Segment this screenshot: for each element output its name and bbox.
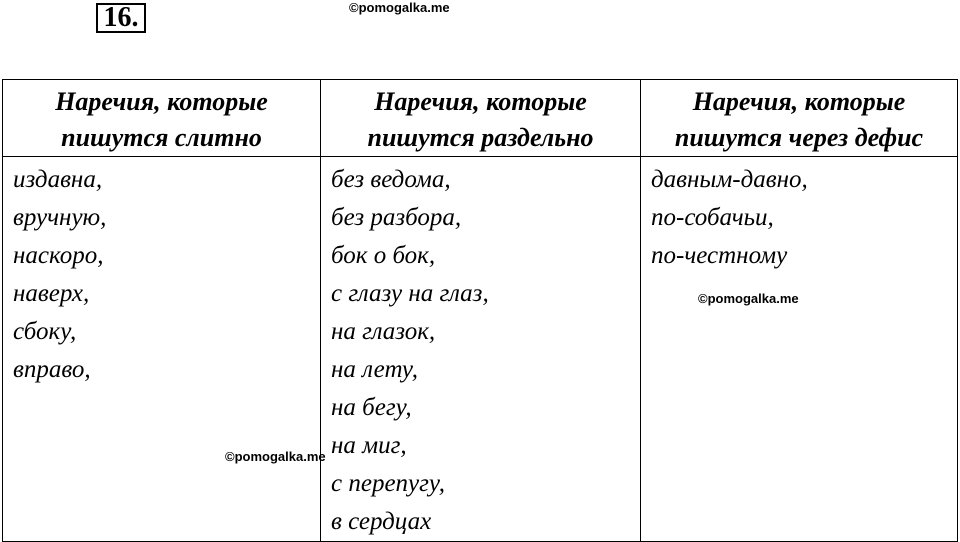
- list-item: вручную,: [13, 204, 107, 231]
- list-item: наскоро,: [13, 242, 104, 269]
- hyphenated-adverbs-cell: [641, 157, 958, 542]
- list-item: издавна,: [13, 166, 103, 193]
- list-item: на лету,: [331, 356, 418, 383]
- list-item: по-собачьи,: [651, 204, 774, 231]
- header-separate-adverbs: Наречия, которые пишутся раздельно: [321, 80, 641, 157]
- list-item: бок о бок,: [331, 242, 436, 269]
- watermark: ©pomogalka.me: [349, 0, 450, 15]
- list-item: с глазу на глаз,: [331, 280, 489, 307]
- header-merged-adverbs: Наречия, которые пишутся слитно: [3, 80, 321, 157]
- list-item: на бегу,: [331, 394, 412, 421]
- table-header-row: [3, 80, 958, 157]
- header-hyphenated-adverbs: Наречия, которые пишутся через дефис: [641, 80, 958, 157]
- list-item: в сердцах: [331, 508, 432, 535]
- list-item: давным-давно,: [651, 166, 808, 193]
- adverbs-table: [2, 79, 958, 542]
- list-item: наверх,: [13, 280, 90, 307]
- list-item: вправо,: [13, 356, 91, 383]
- merged-adverbs-cell: [3, 157, 321, 542]
- list-item: без разбора,: [331, 204, 462, 231]
- list-item: без ведома,: [331, 166, 451, 193]
- list-item: сбоку,: [13, 318, 77, 345]
- task-number: 16.: [96, 3, 146, 33]
- list-item: по-честному: [651, 242, 788, 269]
- watermark: ©pomogalka.me: [225, 449, 326, 464]
- list-item: на миг,: [331, 432, 407, 459]
- list-item: на глазок,: [331, 318, 436, 345]
- watermark: ©pomogalka.me: [698, 291, 799, 306]
- separate-adverbs-cell: [321, 157, 641, 542]
- list-item: с перепугу,: [331, 470, 445, 497]
- table-body-row: [3, 157, 958, 542]
